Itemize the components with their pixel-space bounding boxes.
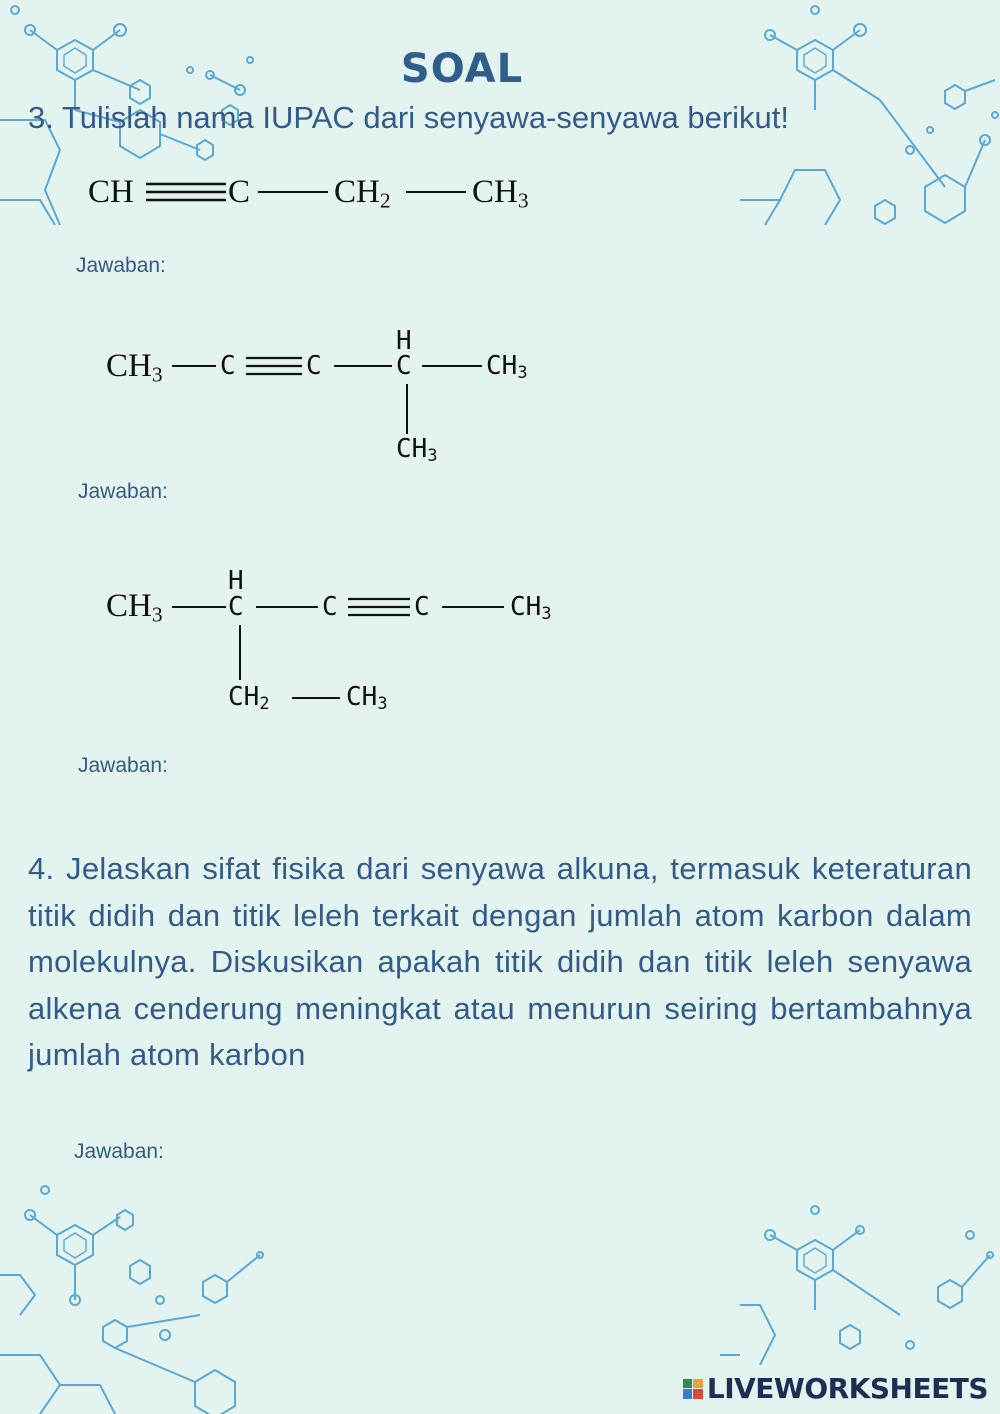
structure-3-atom-2: C — [228, 592, 244, 622]
structure-3-branch-2: $CH_3$ — [346, 682, 388, 714]
structure-3-atom-3: C — [322, 592, 338, 622]
structure-2 — [106, 326, 566, 476]
question-3-prompt: 3. Tulislah nama IUPAC dari senyawa-senyawa berikut! — [28, 100, 789, 135]
answer-label-2: Jawaban: — [78, 480, 168, 503]
structure-1-atom-2: C — [228, 174, 251, 210]
structure-3 — [106, 566, 586, 720]
structure-1-atom-3: $CH_2$ — [334, 174, 391, 213]
structure-1-atom-4: $CH_3$ — [472, 174, 529, 213]
page-title: SOAL — [400, 46, 524, 92]
structure-2-hydrogen: H — [396, 326, 412, 356]
brand-text: LIVEWORKSHEETS — [706, 1372, 988, 1405]
question-4-text: 4. Jelaskan sifat fisika dari senyawa alkuna, termasuk keteraturan titik didih dan titik leleh terkait dengan jumlah atom karbon dalam molekulnya. Diskusikan apakah titik didih dan titik leleh senyawa alkena cenderung meningkat atau menurun seiring bertambahnya jumlah atom karbon — [28, 851, 972, 1072]
structure-2-atom-3: C — [306, 351, 322, 381]
brand-logo — [683, 1372, 988, 1405]
structure-2-atom-1: $CH_3$ — [106, 348, 163, 387]
structure-3-hydrogen: H — [228, 566, 244, 596]
answer-label-3: Jawaban: — [78, 754, 168, 777]
answer-label-4: Jawaban: — [74, 1140, 164, 1163]
structure-1-atom-1: CH — [88, 174, 134, 210]
molecule-decoration-bottom-left — [0, 1185, 280, 1414]
structure-1 — [88, 172, 548, 220]
structure-3-atom-5: $CH_3$ — [510, 592, 552, 624]
structure-3-branch-1: $CH_2$ — [228, 682, 270, 714]
liveworksheets-icon — [683, 1379, 703, 1399]
structure-2-atom-5: $CH_3$ — [486, 351, 528, 383]
structure-3-atom-1: $CH_3$ — [106, 588, 163, 627]
structure-2-atom-4: C — [396, 351, 412, 381]
structure-2-branch: $CH_3$ — [396, 434, 438, 466]
structure-2-bonds — [106, 326, 566, 476]
structure-2-atom-2: C — [220, 351, 236, 381]
molecule-decoration-bottom-right — [720, 1195, 1000, 1375]
structure-3-atom-4: C — [414, 592, 430, 622]
answer-label-1: Jawaban: — [76, 254, 166, 277]
